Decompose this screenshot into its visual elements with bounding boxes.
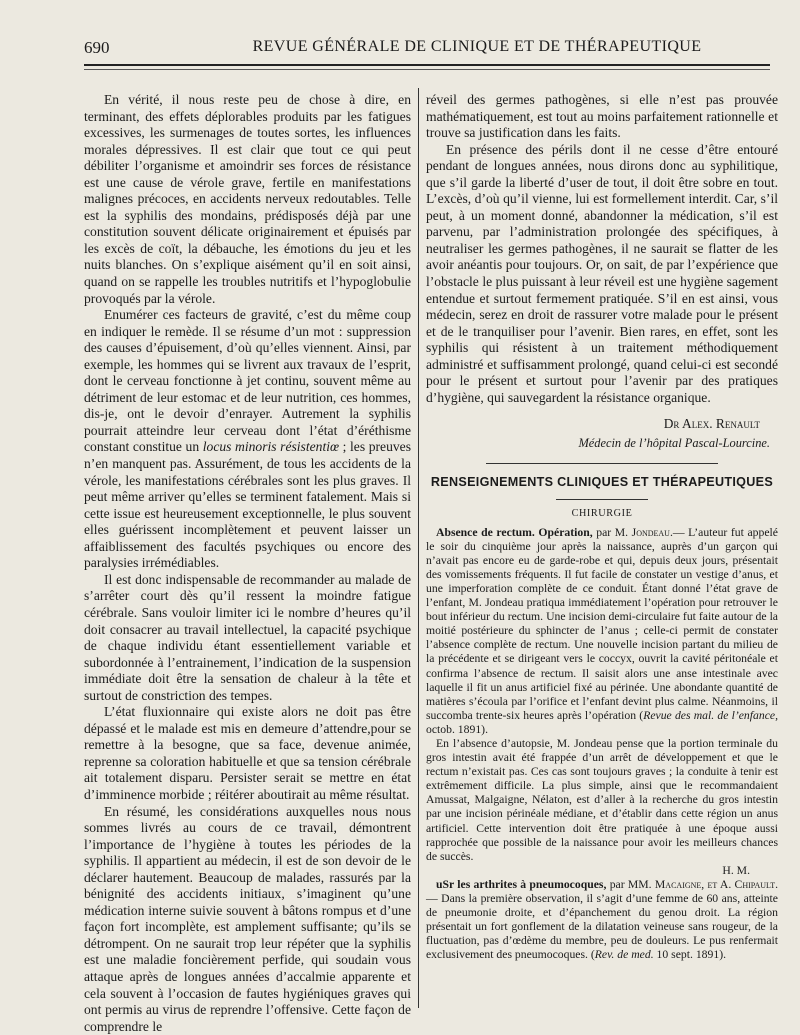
abstract-title: uSr les arthrites à pneumocoques, xyxy=(436,877,607,891)
header-rule xyxy=(84,64,770,66)
abstract-paragraph xyxy=(426,878,778,963)
abstract-initials: H. M. xyxy=(722,863,750,877)
abstract-author: Jondeau. xyxy=(631,525,673,539)
text-run: — L’auteur fut appelé le soir du cinquième jour après la naissance, auprès d’un garçon qui n’avait pas encore eu de garde-robe et qui, depuis deux jours, présentait des vomissements fréquents. Il fut facile de constater un vestige d’anus, et une imperforation complète de ce conduit. Étant donné l’état grave de l’enfant, M. Jondeau pratiqua immédiatement l’opération pour retrouver le bout inférieur du rectum. Une incision demi-circulaire fut faite autour de la moitié postérieure du sphincter de l’anus ; celle-ci permit de constater l’absence complète de rectum. Une nouvelle incision partant du milieu de la précédente et se dirigeant vers le coccyx, ouvrit la cavité péritonéale et confirma l’absence de rectum. Il saisit alors une anse intestinale avec laquelle il fit un anus artificiel fixé au périnée. Une abondante quantité de matières s’écoula par l’orifice et l’enfant devint plus calme. Néanmoins, il succomba trente-six heures après l’opération ( xyxy=(426,525,778,722)
paragraph: Il est donc indispensable de recommander au malade de s’arrêter court dès qu’il ressent la moindre fatigue cérébrale. Sans vouloir limiter ici le nombre d’heures qu’il doit consacrer au travail intellectuel, la capacité psychique de chaque individu étant essentiellement variable et subordonnée à l’entrainement, l’indication de la suspension immédiate doit être la sensation de chaleur à la tête et surtout de constriction des tempes. xyxy=(84,571,411,703)
section-title: RENSEIGNEMENTS CLINIQUES ET THÉRAPEUTIQUES xyxy=(430,475,774,490)
text-run: — Dans la première observation, il s’agit d’une femme de 60 ans, atteinte de pneumonie droite, et d’épanchement du genou droit. La région présentait un fort gonflement de la dilatation veineuse sans rougeur, de la fluctuation, pas d’œdème du membre, peu de douleurs. Le pus renfermait exclusivement des pneumocoques. ( xyxy=(426,892,778,962)
citation-date: octob. 1891). xyxy=(426,722,488,736)
citation-journal: Revue des mal. de l’enfance, xyxy=(643,708,779,722)
page-header xyxy=(84,38,770,62)
subsection-title: CHIRURGIE xyxy=(571,508,633,520)
paragraph: En présence des périls dont il ne cesse d’être entouré pendant de longues années, nous dirons donc au syphilitique, que s’il garde la liberté d’user de tout, il doit être sobre en tout. L’excès, d’où qu’il vienne, lui est formellement interdit. Car, s’il peut, à un moment donné, abandonner la médication, s’il est parvenu, par l’administration prolongée des spécifiques, à neutraliser les germes pathogènes, il ne saurait se flatter de les avoir anéantis pour toujours. Or, on sait, de par l’expérience que l’obstacle le plus puissant à leur réveil est une hygiène sagement entendue et surtout fermement pratiquée. S’il en est ainsi, vous médecin, serez en droit de rassurer votre malade pour le présent et de le tranquiliser pour l’avenir. Bien rares, en effet, sont les syphilis qui résistent à un traitement méthodiquement administré et suffisamment prolongé, quand celui-ci est secondé pour le présent et surtout pour l’avenir par des pratiques d’hygiène, qui sauvegardent la résistance organique. xyxy=(426,141,778,405)
text-run: par M. xyxy=(596,525,629,539)
abstracts xyxy=(426,526,778,963)
paragraph: En résumé, les considérations auxquelles nous nous sommes livrés au cours de ce travail, démontrent l’importance de l’hygiène à toutes les périodes de la syphilis. Il appartient au médecin, il est de son devoir de le déclarer hautement. Beaucoup de malades, rassurés par la bénignité des accidents initiaux, s’imaginent qu’une médication interne suivie souvent à bâtons rompus et d’une façon fort incomplète, est amplement suffisante; qu’ils se détrompent. On ne saurait trop leur répéter que la syphilis est une maladie foncièrement perfide, qui soudain vous attaque après de longues années d’accalmie apparente et cela souvent à l’occasion de fautes hygiéniques graves qui ont permis au virus de reprendre l’offensive. Cette façon de comprendre le xyxy=(84,803,411,1034)
section-rule-short xyxy=(556,499,648,500)
paragraph: réveil des germes pathogènes, si elle n’est pas prouvée mathématiquement, est tout au moins parfaitement rationnelle et trouve sa justification dans les faits. xyxy=(426,92,778,141)
page-number: 690 xyxy=(84,38,110,57)
abstract-paragraph: En l’absence d’autopsie, M. Jondeau pense que la portion terminale du gros intestin avait été frappée d’un arrêt de développement et que le rectum n’existait pas. Ces cas sont toujours graves ; la conduite à tenir est extrêmement difficile. La plus simple, ainsi que le recommandaient Amussat, Malgaigne, Nélaton, est d’aller à la recherche du gros intestin par une incision périnéale médiane, et d’établir dans cette région un anus artificiel. Cette intervention doit être pratiquée à une époque aussi rapprochée que possible de la naissance pour avoir les meilleurs chances de succès. xyxy=(426,736,778,863)
left-column xyxy=(84,92,411,1035)
author-affiliation: Médecin de l’hôpital Pascal-Lourcine. xyxy=(578,435,770,450)
text-run: Enumérer ces facteurs de gravité, c’est du même coup en indiquer le remède. Il se résume d’un mot : suppression des causes d’épuisement, d’où qu’elles viennent. Ainsi, par exemple, les hommes qui se livrent aux travaux de l’esprit, dont le cerveau fonctionne à jet continu, souvent même au détriment de leur estomac et de leur nutrition, ces hommes, dis-je, ont le devoir d’enrayer. Autrement la syphilis pourrait atteindre leur cerveau dont l’état d’éréthisme constant constitue un xyxy=(84,307,411,455)
citation-date: 10 sept. 1891). xyxy=(656,948,727,962)
latin-phrase: locus minoris résistentiœ xyxy=(202,439,340,455)
author-signature: Dr Alex. Renault xyxy=(663,416,760,432)
paragraph xyxy=(84,307,411,572)
section-rule xyxy=(486,463,718,464)
right-column xyxy=(426,92,778,962)
citation-journal: Rev. de med. xyxy=(594,948,654,962)
paragraph: En vérité, il nous reste peu de chose à dire, en terminant, des effets déplorables produits par les fatigues excessives, les surmenages de toutes sortes, les influences morales dépressives. Il est clair que tout ce qui peut débiliter l’organisme et amoindrir ses forces de résistance est une cause de vérole grave, fertile en manifestations malignes précoces, en accidents nerveux redoutables. Telle est la syphilis des mondains, prédisposés déjà par une constitution souvent délicate originairement et épuisés par les excès de coït, la débauche, les émotions du jeu et les nuits blanches. On s’explique aisément qu’il en soit ainsi, quand on se rappelle les troubles nutritifs et l’hypoglobulie provoqués par la vérole. xyxy=(84,92,411,306)
running-title: REVUE GÉNÉRALE DE CLINIQUE ET DE THÉRAPEUTIQUE xyxy=(252,38,702,55)
abstract-title: Absence de rectum. Opération, xyxy=(436,525,593,539)
header-rule-secondary xyxy=(84,69,770,70)
paragraph: L’état fluxionnaire qui existe alors ne doit pas être dépassé et le malade est mis en demeure d’attendre,pour se remettre à la besogne, que sa face, devenue animée, reprenne sa coloration habituelle et que sa tension cérébrale ait totalement disparu. Persister serait se mettre en état d’imminence morbide ; réitérer aboutirait au même résultat. xyxy=(84,704,411,802)
column-divider xyxy=(418,88,419,1008)
abstract-paragraph xyxy=(426,526,778,737)
text-run: ; les preuves n’en manquent pas. Assurément, de tous les accidents de la vérole, les manifestations cérébrales sont les plus graves. Il peut même arriver qu’elles se terminent fatalement. Mais si cette issue est heureusement exceptionnelle, le plus souvent elles guérissent incomplètement et peuvent laisser un affaiblissement des facultés psychiques ou encore des paralysies irrémédiables. xyxy=(84,439,411,571)
abstract-author: Macaigne, et A. Chipault. xyxy=(654,877,779,891)
text-run: par MM. xyxy=(609,877,652,891)
